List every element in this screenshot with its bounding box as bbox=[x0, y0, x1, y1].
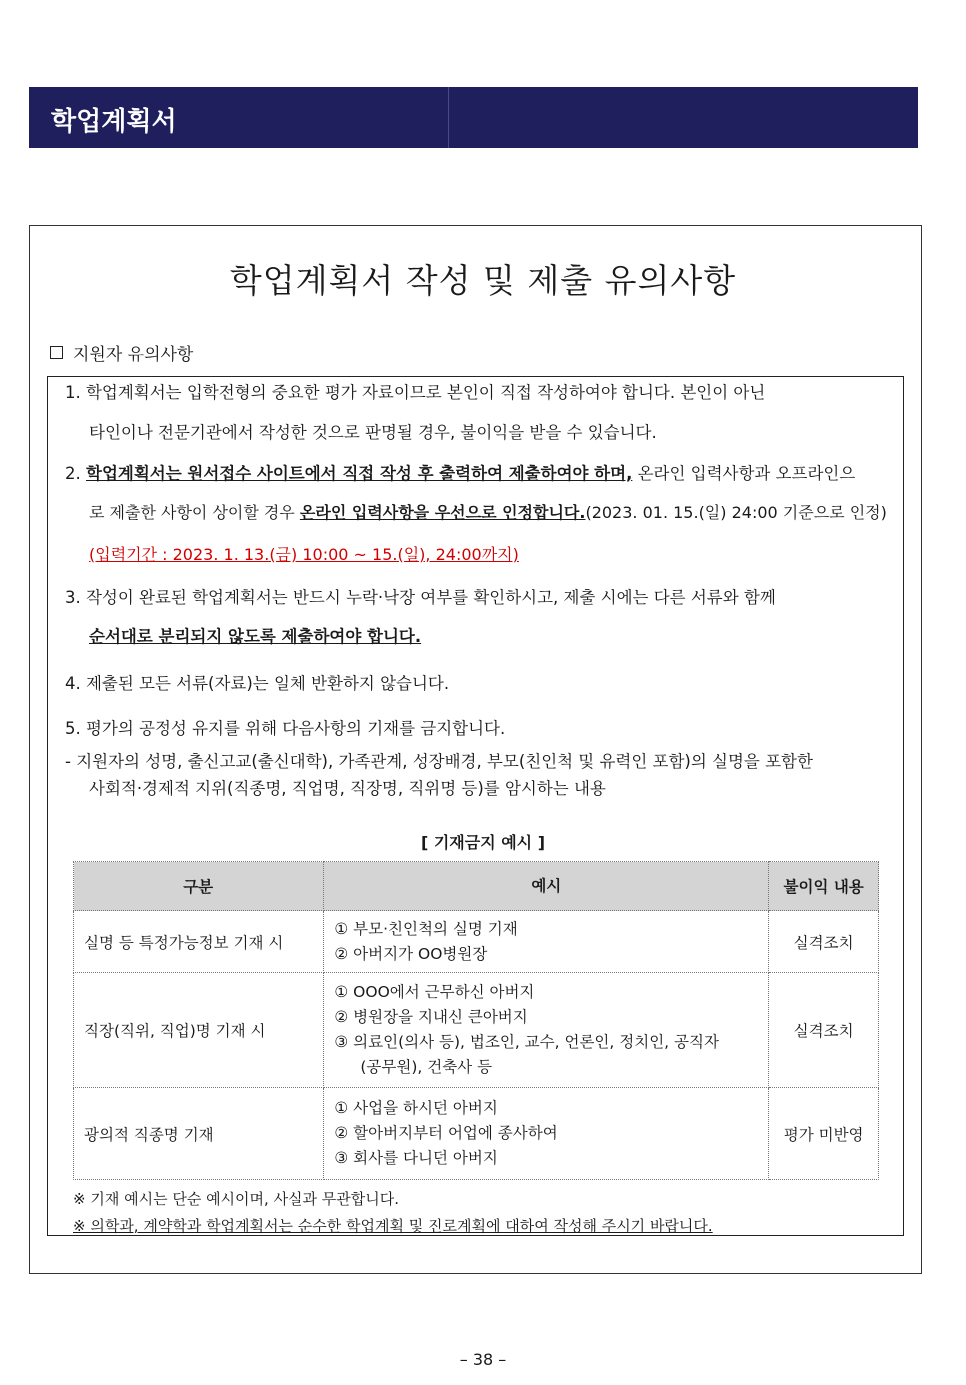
document-title: 학업계획서 작성 및 제출 유의사항 bbox=[229, 261, 737, 300]
banner-title: 학업계획서 bbox=[51, 107, 177, 137]
example-line: ② 아버지가 OO병원장 bbox=[334, 944, 488, 963]
row-examples bbox=[324, 1088, 769, 1180]
row-penalty: 평가 미반영 bbox=[769, 1088, 879, 1180]
input-period: (입력기간 : 2023. 1. 13.(금) 10:00 ~ 15.(일), 24:00까지) bbox=[89, 545, 519, 564]
example-line: ① 사업을 하시던 아버지 bbox=[334, 1099, 498, 1117]
section-heading bbox=[50, 340, 193, 365]
item-5: 5. 평가의 공정성 유지를 위해 다음사항의 기재를 금지합니다. bbox=[65, 719, 506, 738]
table-header-row bbox=[74, 862, 879, 911]
item-1-line-2: 타인이나 전문기관에서 작성한 것으로 판명될 경우, 불이익을 받을 수 있습니다. bbox=[89, 423, 657, 442]
section-heading-text: 지원자 유의사항 bbox=[73, 345, 194, 365]
row-penalty: 실격조치 bbox=[769, 973, 879, 1088]
header-penalty: 불이익 내용 bbox=[769, 862, 879, 911]
header-examples: 예시 bbox=[324, 862, 769, 911]
row-examples bbox=[324, 911, 769, 973]
item-2-emphasis: 학업계획서는 원서접수 사이트에서 직접 작성 후 출력하여 제출하여야 하며, bbox=[86, 464, 633, 483]
example-line: ② 할아버지부터 어업에 종사하여 bbox=[334, 1124, 558, 1142]
header-category: 구분 bbox=[74, 862, 324, 911]
row-category: 직장(직위, 직업)명 기재 시 bbox=[74, 973, 324, 1088]
item-5-dash-line-1: - 지원자의 성명, 출신고교(출신대학), 가족관계, 성장배경, 부모(친인척 및 유력인 포함)의 실명을 포함한 bbox=[65, 752, 813, 771]
example-line: ③ 의료인(의사 등), 법조인, 교수, 언론인, 정치인, 공직자 bbox=[334, 1033, 719, 1051]
table-row bbox=[74, 973, 879, 1088]
row-category: 실명 등 특정가능정보 기재 시 bbox=[74, 911, 324, 973]
item-3-line-2: 순서대로 분리되지 않도록 제출하여야 합니다. bbox=[89, 627, 422, 646]
item-3-line-1: 3. 작성이 완료된 학업계획서는 반드시 누락·낙장 여부를 확인하시고, 제출 시에는 다른 서류와 함께 bbox=[65, 588, 776, 607]
item-2-rest: 온라인 입력사항과 오프라인으 bbox=[632, 464, 856, 483]
item-2-number: 2. bbox=[65, 464, 86, 483]
table-row bbox=[74, 911, 879, 973]
row-examples bbox=[324, 973, 769, 1088]
row-category: 광의적 직종명 기재 bbox=[74, 1088, 324, 1180]
note-1: ※ 기재 예시는 단순 예시이며, 사실과 무관합니다. bbox=[73, 1190, 400, 1208]
example-line: (공무원), 건축사 등 bbox=[360, 1058, 493, 1076]
example-line: ① OOO에서 근무하신 아버지 bbox=[334, 983, 535, 1001]
item-2-line-2-post: (2023. 01. 15.(일) 24:00 기준으로 인정) bbox=[585, 503, 887, 522]
item-5-dash-line-2: 사회적·경제적 지위(직종명, 직업명, 직장명, 직위명 등)를 암시하는 내용 bbox=[89, 779, 606, 798]
example-line: ① 부모·친인척의 실명 기재 bbox=[334, 919, 518, 938]
prohibited-examples-table bbox=[73, 861, 879, 1180]
note-2: ※ 의학과, 계약학과 학업계획서는 순수한 학업계획 및 진로계획에 대하여 작성해 주시기 바랍니다. bbox=[73, 1217, 713, 1235]
item-4: 4. 제출된 모든 서류(자료)는 일체 반환하지 않습니다. bbox=[65, 674, 450, 693]
item-2-line-1 bbox=[65, 460, 855, 484]
example-line: ③ 회사를 다니던 아버지 bbox=[334, 1149, 498, 1167]
header-banner bbox=[29, 87, 918, 148]
page-number: – 38 – bbox=[459, 1350, 507, 1369]
example-line: ② 병원장을 지내신 큰아버지 bbox=[334, 1008, 528, 1026]
item-2-line-2 bbox=[89, 500, 887, 523]
checkbox-square-icon bbox=[50, 346, 63, 359]
item-2-line-2-emphasis: 온라인 입력사항을 우선으로 인정합니다. bbox=[299, 503, 586, 522]
banner-divider bbox=[448, 87, 449, 148]
row-penalty: 실격조치 bbox=[769, 911, 879, 973]
item-2-line-2-pre: 로 제출한 사항이 상이할 경우 bbox=[89, 503, 300, 522]
item-1-line-1: 1. 학업계획서는 입학전형의 중요한 평가 자료이므로 본인이 직접 작성하여야 합니다. 본인이 아닌 bbox=[65, 383, 766, 402]
table-row bbox=[74, 1088, 879, 1180]
table-caption: [ 기재금지 예시 ] bbox=[420, 833, 546, 852]
